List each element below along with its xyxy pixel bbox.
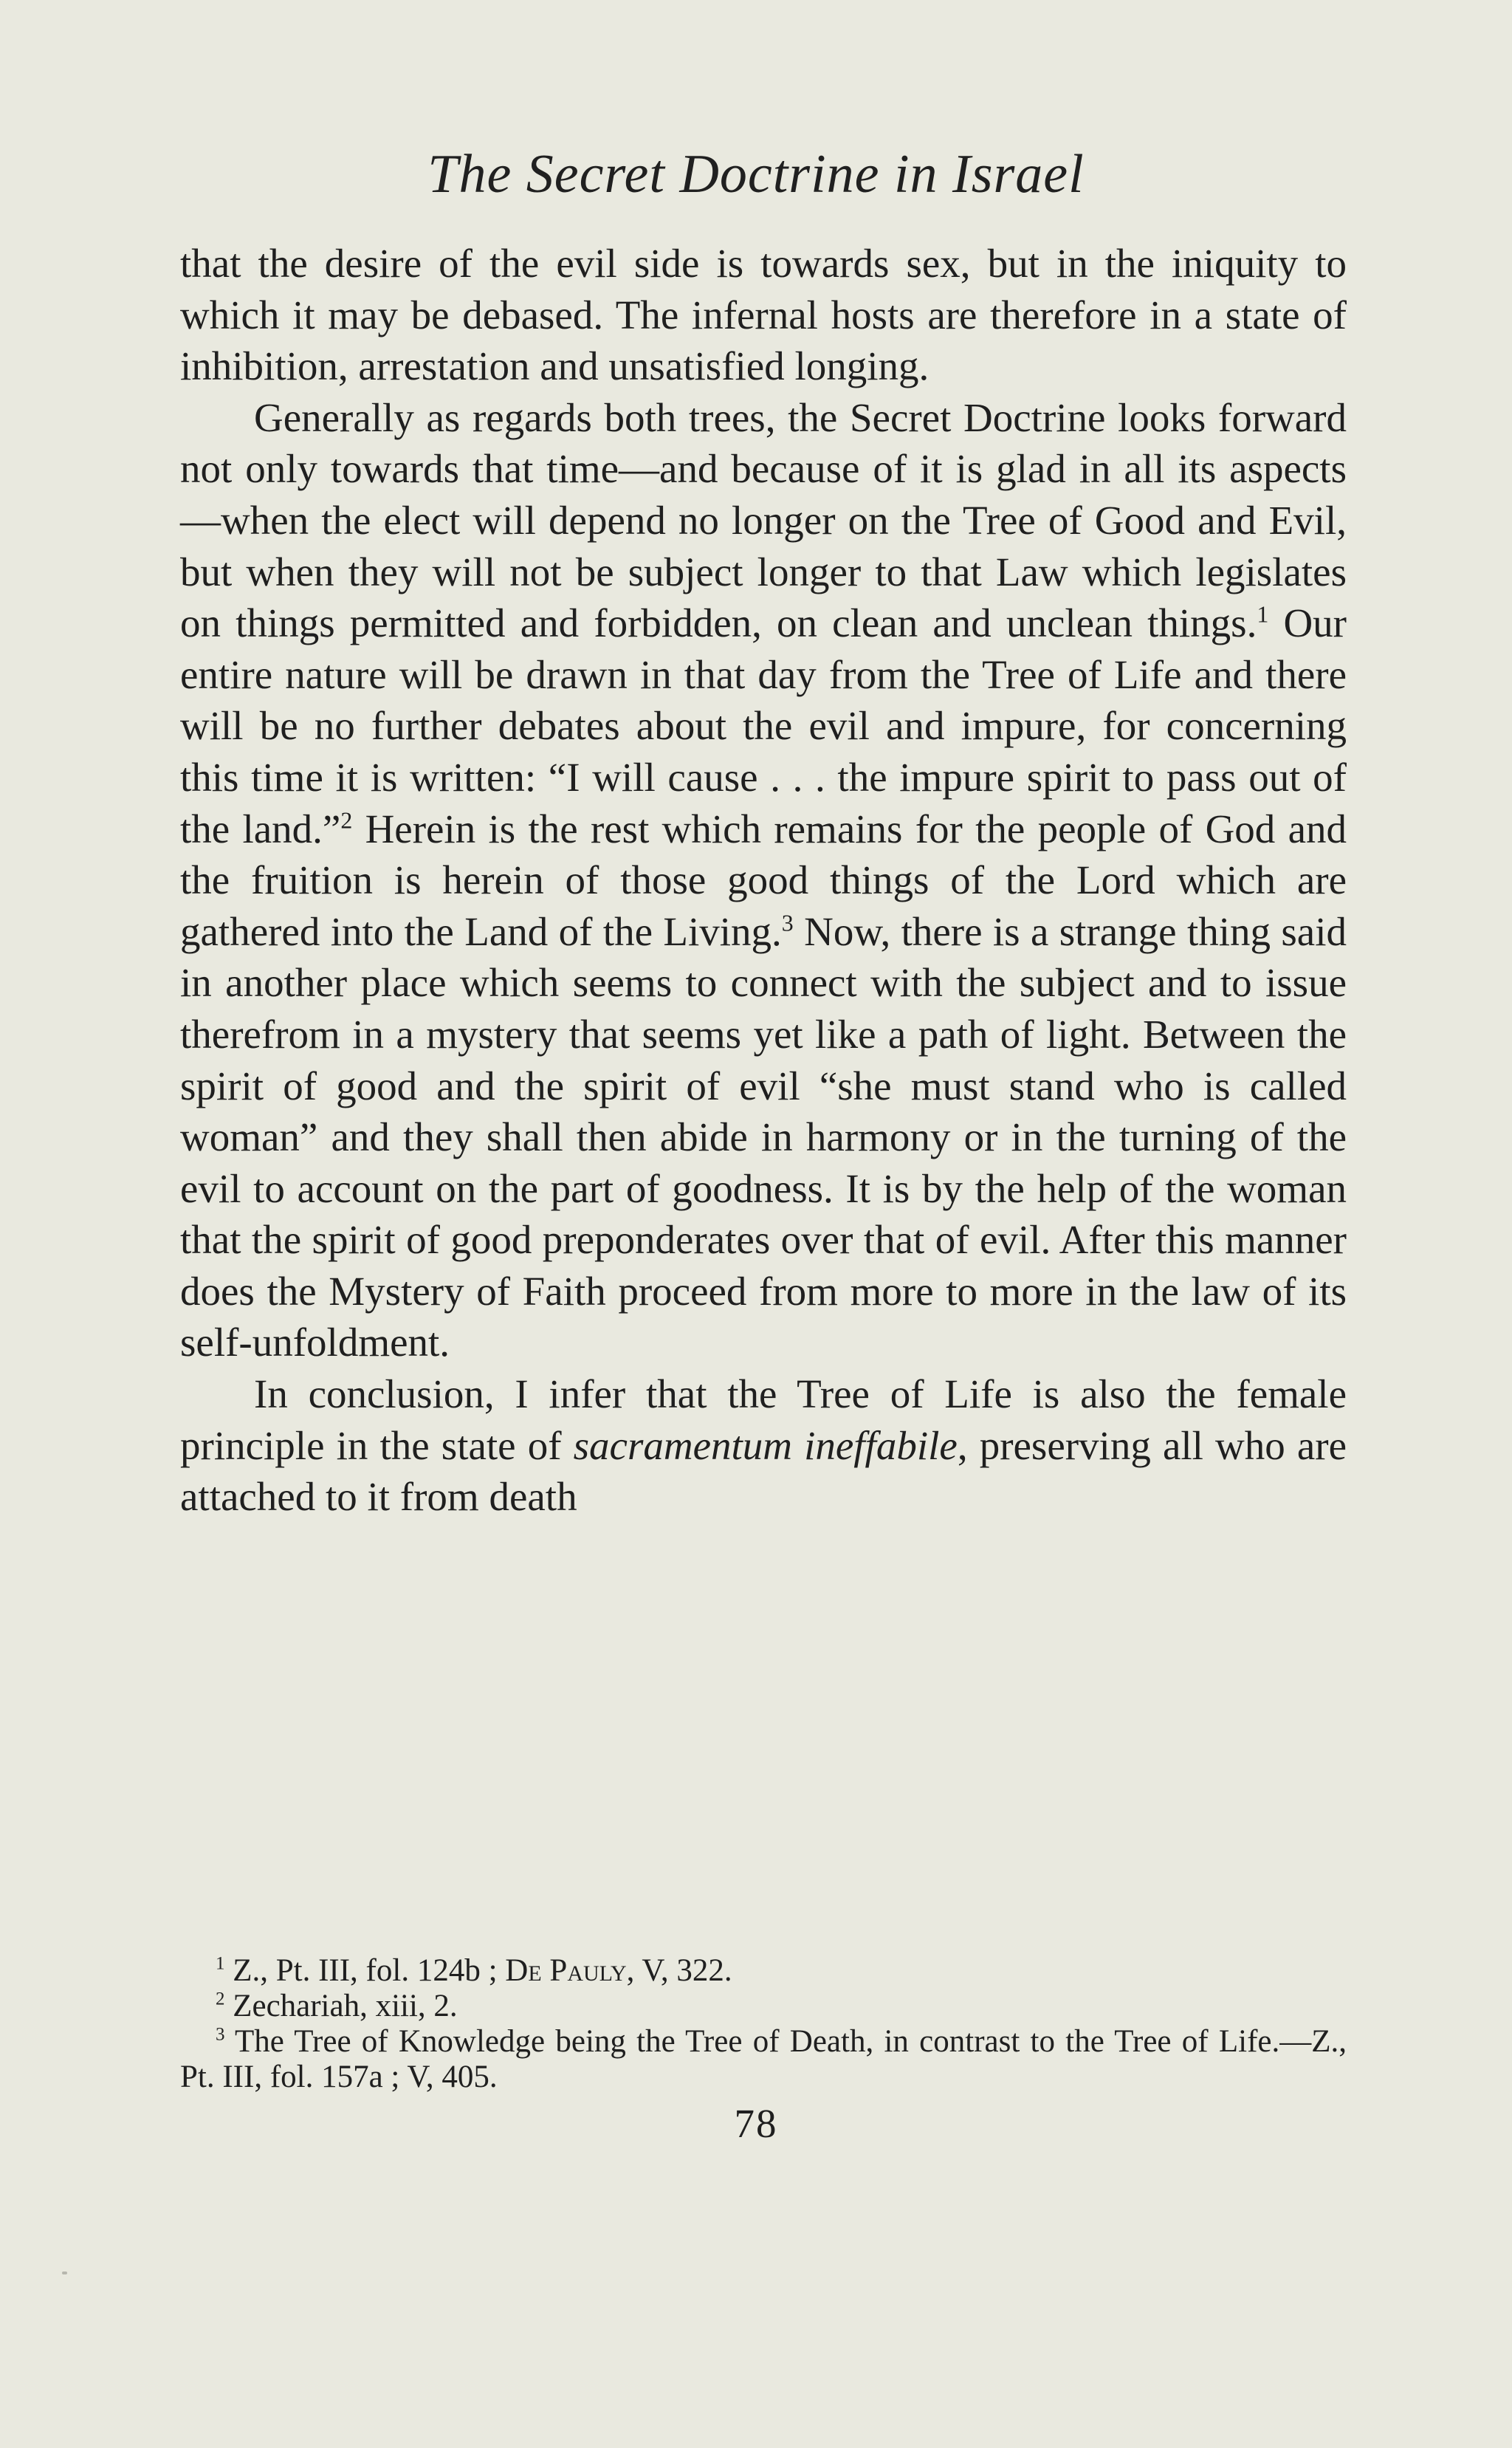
running-head: The Secret Doctrine in Israel bbox=[427, 144, 1085, 205]
page-number: 78 bbox=[734, 2101, 778, 2146]
paragraph-2-text-c: Herein is the rest which remains for the people of God and the fruition is herein of those good things of the Lord which are gathered into the Land of the Living. bbox=[180, 806, 1347, 954]
paragraph-2 bbox=[180, 392, 1347, 1368]
scan-speck bbox=[62, 2272, 67, 2274]
footnote-3 bbox=[180, 2024, 1347, 2095]
footnote-marker-2: 2 bbox=[216, 1989, 225, 2009]
footnote-marker-1: 1 bbox=[216, 1953, 225, 1974]
footnote-1 bbox=[180, 1953, 1347, 1989]
paragraph-3-text-b: , preserving all who are attached to it from death bbox=[180, 1422, 1347, 1520]
footnote-marker-3: 3 bbox=[216, 2024, 225, 2045]
footnote-1-text-a: Z., Pt. III, fol. 124b ; bbox=[224, 1953, 506, 1988]
paragraph-2-text-d: Now, there is a strange thing said in another place which seems to connect with the subject and to issue therefrom in a mystery that seems yet like a path of light. Between the spirit of good and the spirit of evil “she must stand who is called woman” and they shall then abide in harmony or in the turning of the evil to account on the part of goodness. It is by the help of the woman that the spirit of good preponderates over that of evil. After this manner does the Mystery of Faith proceed from more to more in the law of its self-unfoldment. bbox=[180, 908, 1347, 1365]
latin-phrase: sacramentum ineffabile bbox=[573, 1422, 958, 1468]
body-text bbox=[180, 238, 1347, 1523]
paragraph-3 bbox=[180, 1368, 1347, 1523]
footnotes bbox=[180, 1953, 1347, 2095]
paragraph-3-text-a: In conclusion, I infer that the Tree of Life is also the female principle in the state of bbox=[180, 1371, 1347, 1468]
footnote-2 bbox=[180, 1989, 1347, 2024]
paragraph-1 bbox=[180, 238, 1347, 392]
footnote-3-text: The Tree of Knowledge being the Tree of Death, in contrast to the Tree of Life.—Z., Pt. III, fol. 157a ; V, 405. bbox=[180, 2024, 1347, 2094]
paragraph-2-text-b: Our entire nature will be drawn in that day from the Tree of Life and there will be no further debates about the evil and impure, for concerning this time it is written: “I will cause . . . the impure spirit to pass out of the land.” bbox=[180, 600, 1347, 851]
footnote-2-text: Zechariah, xiii, 2. bbox=[224, 1989, 458, 2023]
footnote-ref-2: 2 bbox=[340, 807, 353, 834]
footnote-1-author: De Pauly bbox=[505, 1953, 627, 1988]
footnote-1-text-b: , V, 322. bbox=[626, 1953, 732, 1988]
footnote-ref-1: 1 bbox=[1257, 601, 1269, 628]
paragraph-1-text: that the desire of the evil side is towards sex, but in the iniquity to which it may be debased. The infernal hosts are therefore in a state of inhibition, arrestation and unsatisfied longing. bbox=[180, 241, 1347, 389]
footnote-ref-3: 3 bbox=[781, 910, 794, 936]
paragraph-2-text-a: Generally as regards both trees, the Secret Doctrine looks forward not only towards that time—and because of it is glad in all its aspects—when the elect will depend no longer on the Tree of Good and Evil, but when they will not be subject longer to that Law which legislates on things permitted and forbidden, on clean and unclean things. bbox=[180, 394, 1347, 646]
